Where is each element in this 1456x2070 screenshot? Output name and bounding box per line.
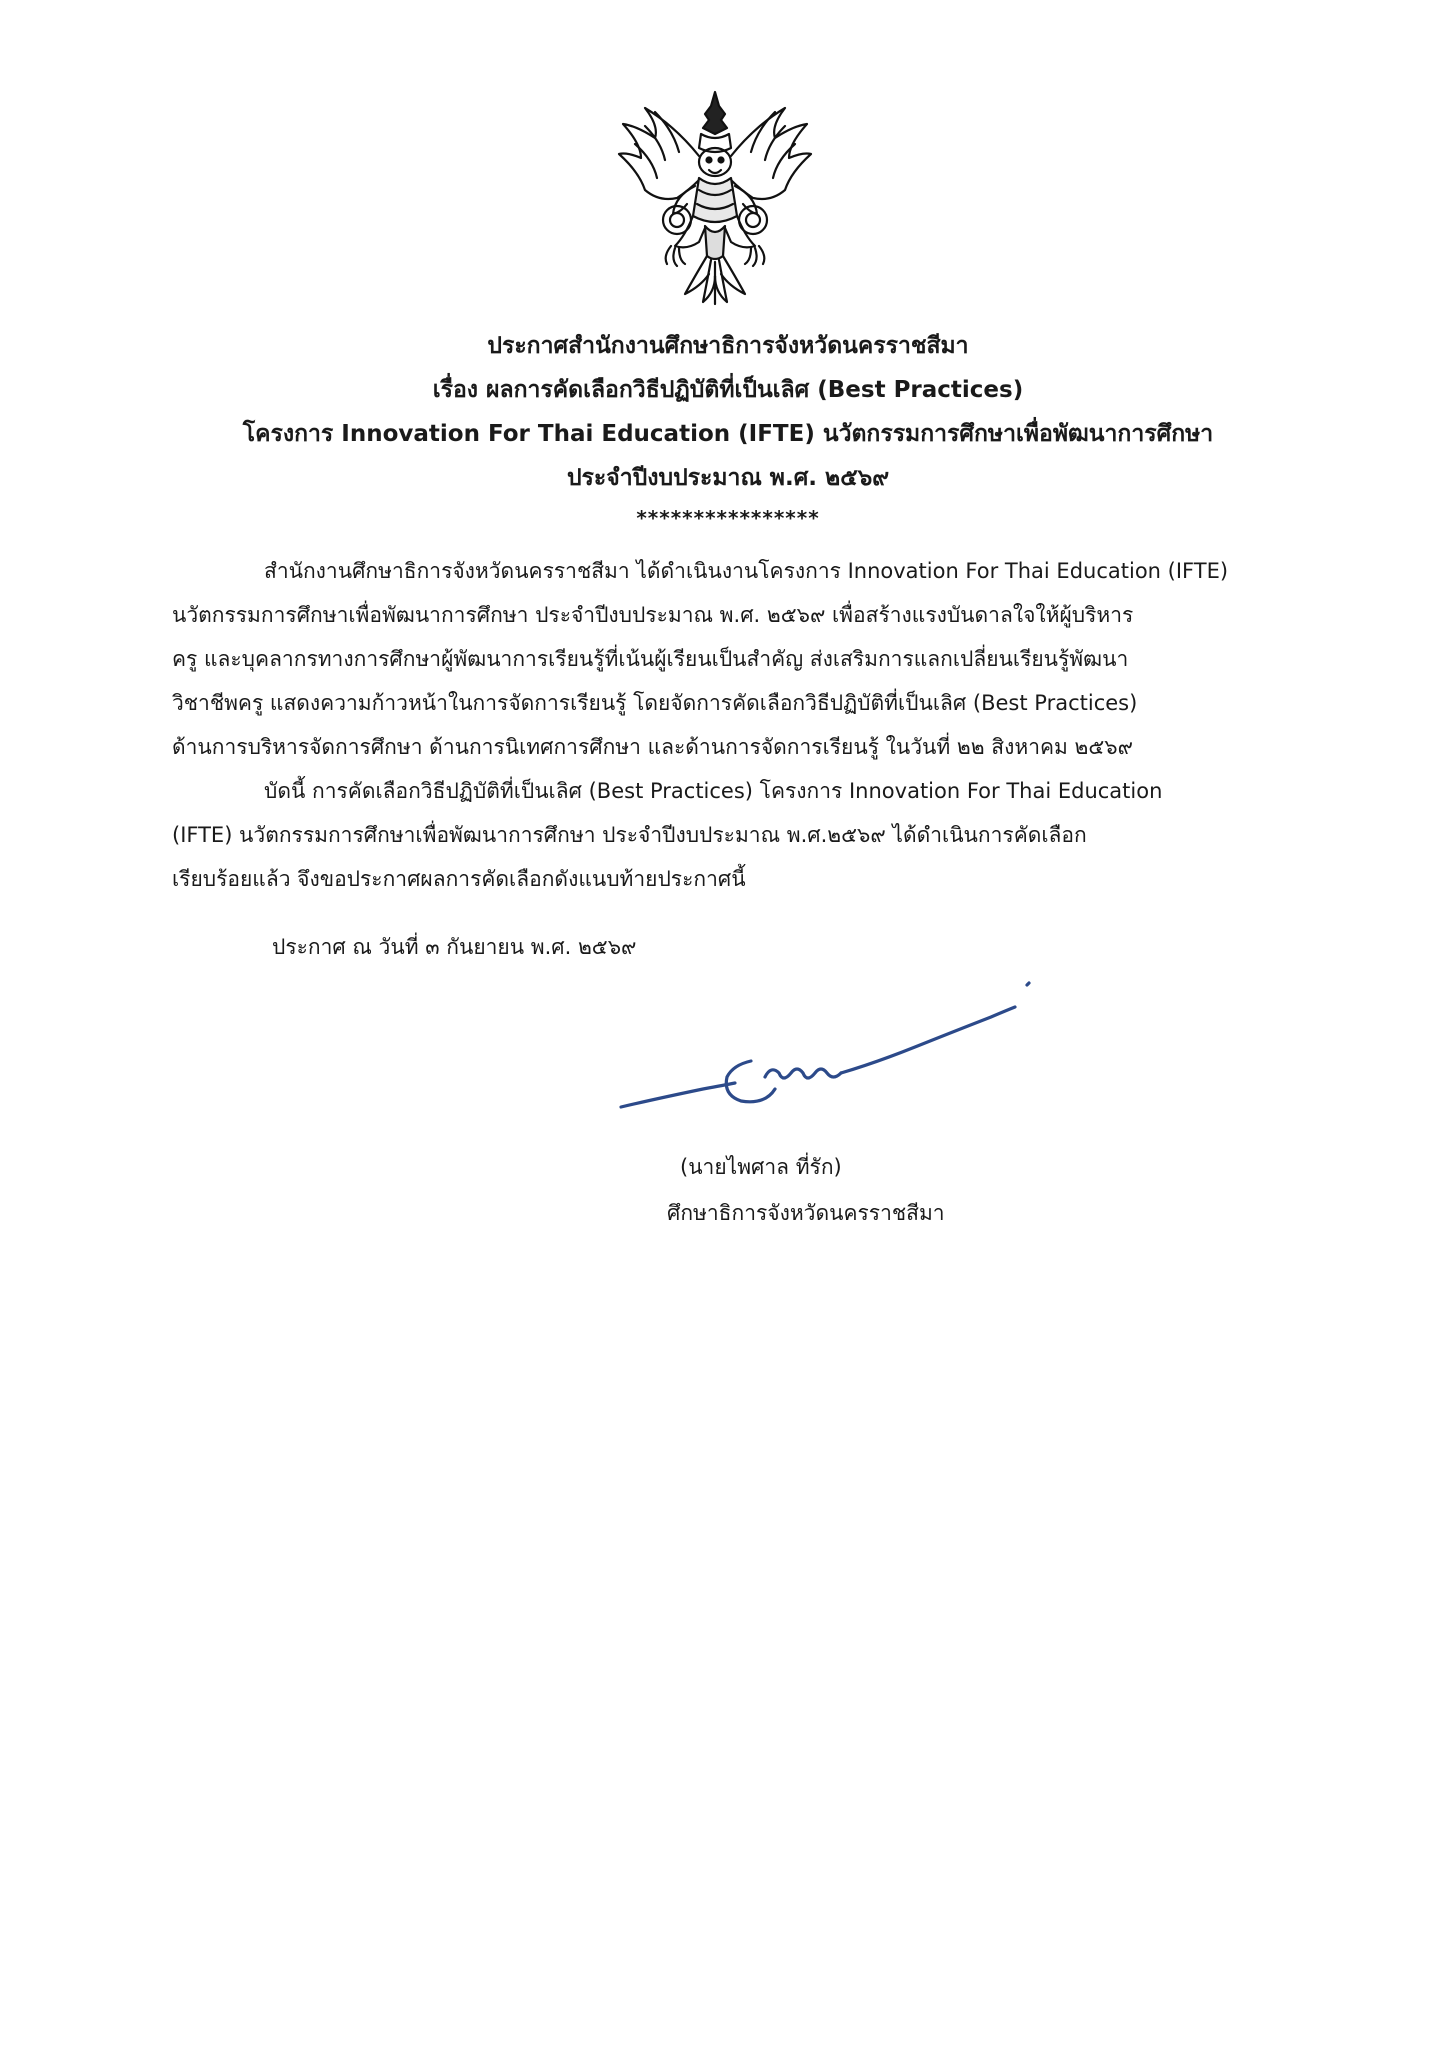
paragraph-line: ด้านการบริหารจัดการศึกษา ด้านการนิเทศการศึกษา และด้านการจัดการเรียนรู้ ในวันที่ ๒๒ สิงหาคม ๒๕๖๙	[172, 735, 1134, 759]
paragraph-line: ครู และบุคลากรทางการศึกษาผู้พัฒนาการเรียนรู้ที่เน้นผู้เรียนเป็นสำคัญ ส่งเสริมการแลกเปลี่ยนเรียนรู้พัฒนา	[172, 647, 1129, 671]
heading-line-4: ประจำปีงบประมาณ พ.ศ. ๒๕๖๙	[566, 465, 890, 491]
paragraph-line: เรียบร้อยแล้ว จึงขอประกาศผลการคัดเลือกดังแนบท้ายประกาศนี้	[172, 867, 746, 891]
heading-line-2: เรื่อง ผลการคัดเลือกวิธีปฏิบัติที่เป็นเลิศ (Best Practices)	[432, 377, 1024, 403]
garuda-emblem-icon	[615, 86, 815, 308]
heading-line-1: ประกาศสำนักงานศึกษาธิการจังหวัดนครราชสีมา	[487, 333, 969, 359]
announcement-date: ประกาศ ณ วันที่ ๓ กันยายน พ.ศ. ๒๕๖๙	[272, 935, 637, 959]
paragraph-1	[172, 549, 1287, 769]
paragraph-line: บัดนี้ การคัดเลือกวิธีปฏิบัติที่เป็นเลิศ (Best Practices) โครงการ Innovation For Thai Education	[264, 779, 1163, 803]
paragraph-line: (IFTE) นวัตกรรมการศึกษาเพื่อพัฒนาการศึกษา ประจำปีงบประมาณ พ.ศ.๒๕๖๙ ได้ดำเนินการคัดเลือก	[172, 823, 1087, 847]
paragraph-line: สำนักงานศึกษาธิการจังหวัดนครราชสีมา ได้ดำเนินงานโครงการ Innovation For Thai Education (IFTE)	[264, 559, 1229, 583]
handwritten-signature	[615, 965, 1035, 1125]
signatory-title: ศึกษาธิการจังหวัดนครราชสีมา	[667, 1201, 945, 1225]
paragraph-line: นวัตกรรมการศึกษาเพื่อพัฒนาการศึกษา ประจำปีงบประมาณ พ.ศ. ๒๕๖๙ เพื่อสร้างแรงบันดาลใจให้ผู้บริหาร	[172, 603, 1134, 627]
paragraph-2	[172, 769, 1287, 901]
signatory-name: (นายไพศาล ที่รัก)	[680, 1155, 842, 1179]
heading-line-3: โครงการ Innovation For Thai Education (IFTE) นวัตกรรมการศึกษาเพื่อพัฒนาการศึกษา	[242, 421, 1214, 447]
paragraph-line: วิชาชีพครู แสดงความก้าวหน้าในการจัดการเรียนรู้ โดยจัดการคัดเลือกวิธีปฏิบัติที่เป็นเลิศ (Best Practices)	[172, 691, 1138, 715]
heading-separator: ****************	[636, 506, 820, 530]
